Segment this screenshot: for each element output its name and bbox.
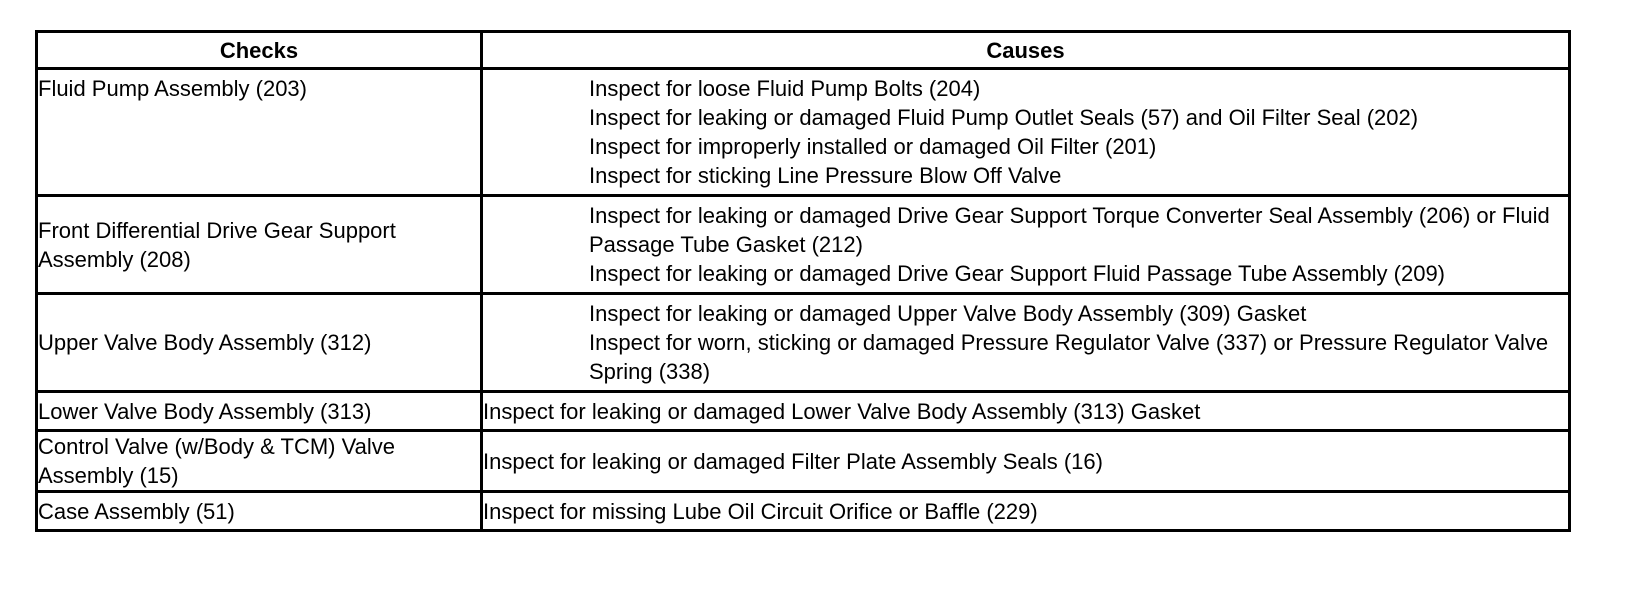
check-cell: Case Assembly (51) xyxy=(37,492,482,531)
table-header xyxy=(37,32,1570,69)
cause-item: Inspect for missing Lube Oil Circuit Orifice or Baffle (229) xyxy=(483,498,1038,524)
header-row xyxy=(37,32,1570,69)
table-body xyxy=(37,69,1570,531)
cause-cell xyxy=(482,294,1570,392)
check-cell: Lower Valve Body Assembly (313) xyxy=(37,392,482,431)
cause-item: Inspect for leaking or damaged Drive Gear Support Fluid Passage Tube Assembly (209) xyxy=(589,261,1446,286)
cause-item: Inspect for leaking or damaged Drive Gear Support Torque Converter Seal Assembly (206) or Fluid Passage Tube Gasket (212) xyxy=(589,203,1550,257)
cause-item: Inspect for worn, sticking or damaged Pressure Regulator Valve (337) or Pressure Regulator Valve Spring (338) xyxy=(589,330,1549,384)
cause-item: Inspect for sticking Line Pressure Blow Off Valve xyxy=(589,163,1062,188)
checks-causes-table xyxy=(35,30,1571,532)
table-row xyxy=(37,431,1570,492)
cause-cell xyxy=(482,392,1570,431)
check-cell: Fluid Pump Assembly (203) xyxy=(37,69,482,196)
cause-item: Inspect for leaking or damaged Filter Plate Assembly Seals (16) xyxy=(483,448,1103,474)
check-cell: Upper Valve Body Assembly (312) xyxy=(37,294,482,392)
header-checks: Checks xyxy=(37,32,482,69)
table-row xyxy=(37,69,1570,196)
check-cell: Control Valve (w/Body & TCM) Valve Assembly (15) xyxy=(37,431,482,492)
table-row xyxy=(37,294,1570,392)
table-row xyxy=(37,492,1570,531)
cause-item: Inspect for improperly installed or damaged Oil Filter (201) xyxy=(589,134,1157,159)
cause-cell xyxy=(482,69,1570,196)
table-row xyxy=(37,392,1570,431)
check-cell: Front Differential Drive Gear Support Assembly (208) xyxy=(37,196,482,294)
cause-cell xyxy=(482,492,1570,531)
cause-item: Inspect for leaking or damaged Upper Valve Body Assembly (309) Gasket xyxy=(589,301,1307,326)
cause-cell xyxy=(482,431,1570,492)
cause-cell xyxy=(482,196,1570,294)
cause-item: Inspect for leaking or damaged Fluid Pump Outlet Seals (57) and Oil Filter Seal (202) xyxy=(589,105,1419,130)
cause-item: Inspect for loose Fluid Pump Bolts (204) xyxy=(589,76,981,101)
table-row xyxy=(37,196,1570,294)
header-causes: Causes xyxy=(482,32,1570,69)
cause-item: Inspect for leaking or damaged Lower Valve Body Assembly (313) Gasket xyxy=(483,398,1201,424)
